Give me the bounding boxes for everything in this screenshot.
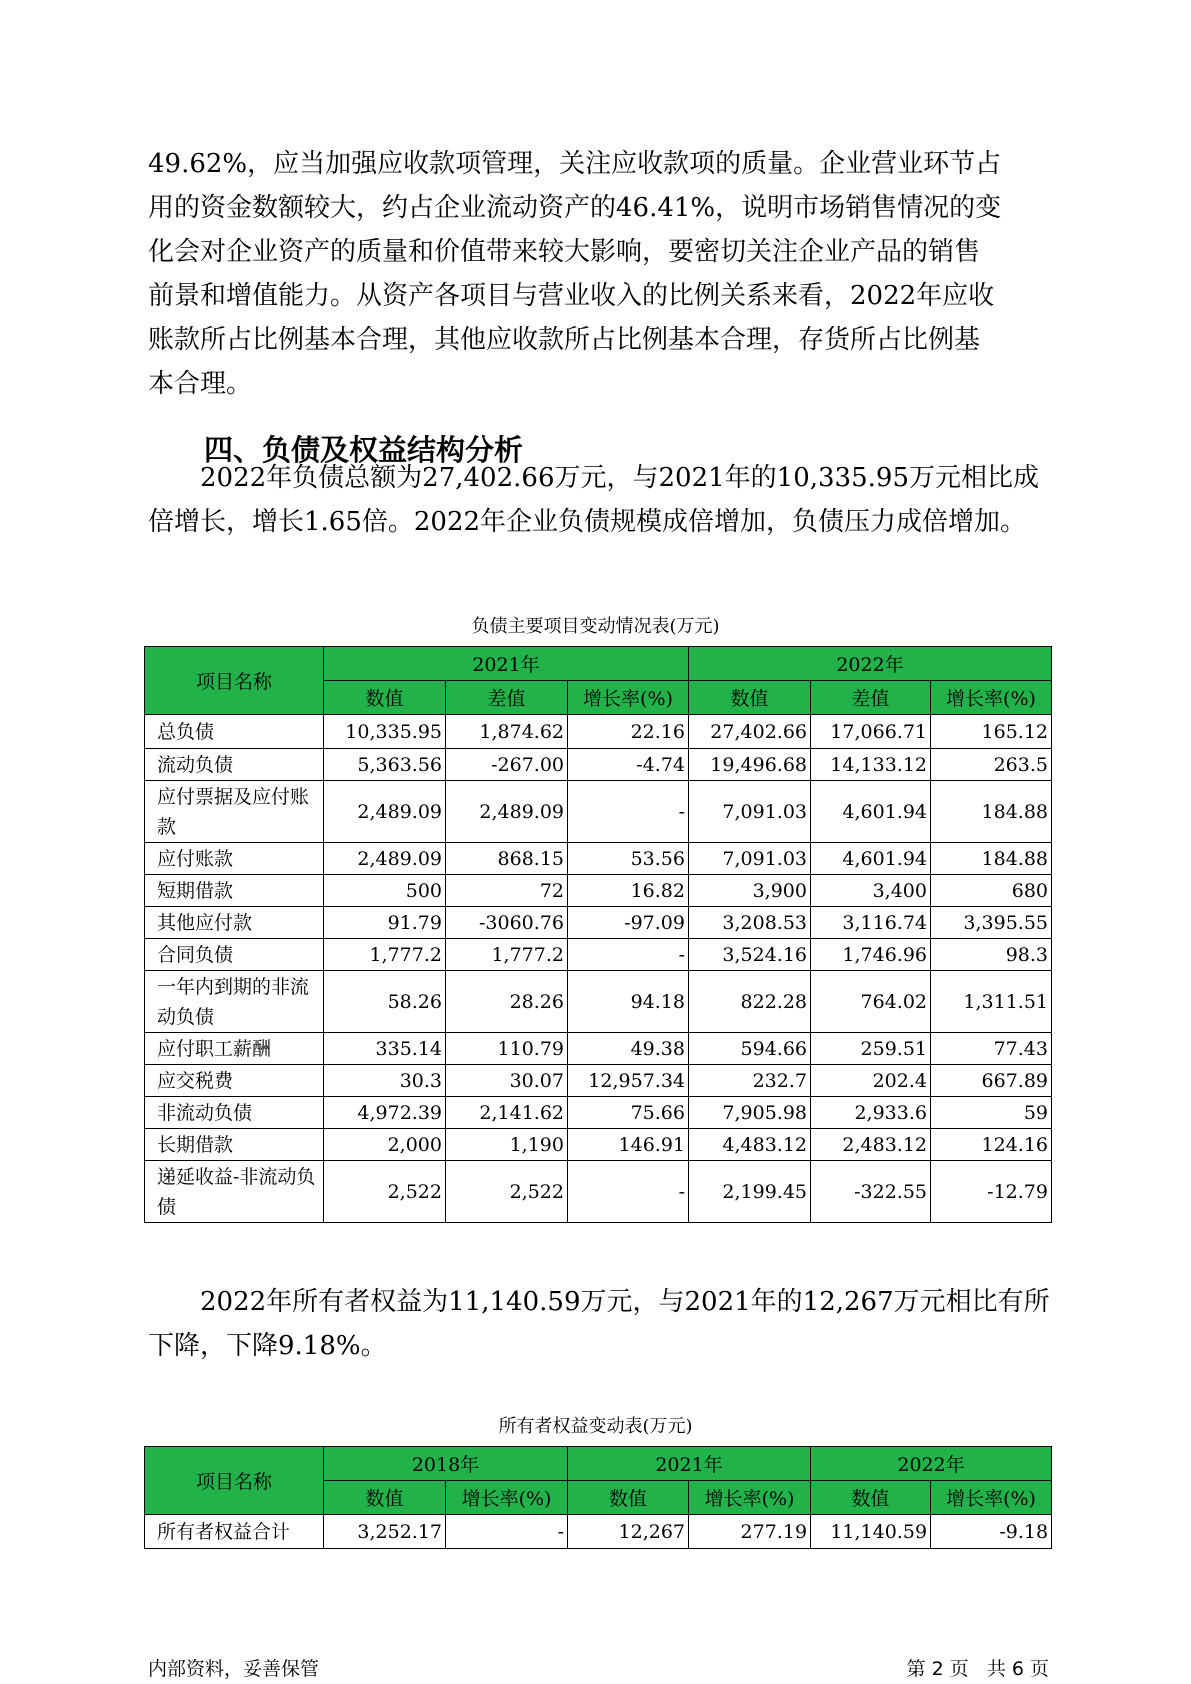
table-cell: 822.28 <box>689 971 811 1033</box>
table-cell: 5,363.56 <box>324 749 446 781</box>
table-cell: 91.79 <box>324 907 446 939</box>
year-header: 2021年 <box>324 647 689 681</box>
table-cell: 98.3 <box>931 939 1052 971</box>
equity-paragraph <box>148 1280 1048 1368</box>
row-label: 长期借款 <box>145 1129 324 1161</box>
debt-line: 2022年负债总额为27,402.66万元，与2021年的10,335.95万元相比成 <box>200 463 1039 493</box>
intro-line: 前景和增值能力。从资产各项目与营业收入的比例关系来看，2022年应收 <box>148 281 995 311</box>
sub-header: 数值 <box>689 681 811 715</box>
table-cell: -3060.76 <box>446 907 568 939</box>
table-row <box>145 875 1052 907</box>
table-cell: -267.00 <box>446 749 568 781</box>
table-cell: - <box>568 781 689 843</box>
row-label: 应付职工薪酬 <box>145 1033 324 1065</box>
table-cell: 1,874.62 <box>446 715 568 749</box>
table-cell: 3,900 <box>689 875 811 907</box>
row-label: 所有者权益合计 <box>145 1515 324 1549</box>
table-cell: 19,496.68 <box>689 749 811 781</box>
table-cell: 72 <box>446 875 568 907</box>
table-cell: 1,746.96 <box>811 939 931 971</box>
table-cell: - <box>568 1161 689 1223</box>
table-cell: 77.43 <box>931 1033 1052 1065</box>
table-cell: 3,400 <box>811 875 931 907</box>
debt-paragraph <box>148 456 1048 544</box>
equity-line: 下降，下降9.18%。 <box>148 1331 387 1361</box>
table-row <box>145 1161 1052 1223</box>
table-cell: 259.51 <box>811 1033 931 1065</box>
intro-line: 账款所占比例基本合理，其他应收款所占比例基本合理，存货所占比例基 <box>148 325 981 355</box>
table-cell: 2,483.12 <box>811 1129 931 1161</box>
table-cell: 2,489.09 <box>324 781 446 843</box>
sub-header: 增长率(%) <box>446 1481 568 1515</box>
section-heading: 四、负债及权益结构分析 <box>204 433 524 467</box>
table-cell: 4,483.12 <box>689 1129 811 1161</box>
table-cell: 2,000 <box>324 1129 446 1161</box>
item-name-header: 项目名称 <box>145 647 324 715</box>
table-cell: 2,522 <box>446 1161 568 1223</box>
row-label: 递延收益-非流动负债 <box>145 1161 324 1223</box>
table-cell: 3,252.17 <box>324 1515 446 1549</box>
table-cell: 165.12 <box>931 715 1052 749</box>
table-cell: 30.07 <box>446 1065 568 1097</box>
table-cell: - <box>446 1515 568 1549</box>
table-cell: 17,066.71 <box>811 715 931 749</box>
table-cell: 232.7 <box>689 1065 811 1097</box>
row-label: 其他应付款 <box>145 907 324 939</box>
intro-line: 化会对企业资产的质量和价值带来较大影响，要密切关注企业产品的销售 <box>148 237 981 267</box>
table-cell: -9.18 <box>931 1515 1052 1549</box>
table-cell: 2,522 <box>324 1161 446 1223</box>
table-cell: 2,141.62 <box>446 1097 568 1129</box>
row-label: 非流动负债 <box>145 1097 324 1129</box>
table-cell: 2,933.6 <box>811 1097 931 1129</box>
table-cell: 22.16 <box>568 715 689 749</box>
debt-table-body <box>145 715 1052 1223</box>
row-label: 总负债 <box>145 715 324 749</box>
sub-header: 数值 <box>811 1481 931 1515</box>
row-label: 短期借款 <box>145 875 324 907</box>
equity-line: 2022年所有者权益为11,140.59万元，与2021年的12,267万元相比有所 <box>200 1287 1050 1317</box>
sub-header: 增长率(%) <box>931 681 1052 715</box>
table-row <box>145 939 1052 971</box>
year-header: 2018年 <box>324 1447 568 1481</box>
table-cell: -12.79 <box>931 1161 1052 1223</box>
table-cell: 594.66 <box>689 1033 811 1065</box>
table-cell: 49.38 <box>568 1033 689 1065</box>
table-row <box>145 1097 1052 1129</box>
table-cell: 500 <box>324 875 446 907</box>
table-cell: 94.18 <box>568 971 689 1033</box>
table-cell: 4,601.94 <box>811 843 931 875</box>
table-cell: 1,190 <box>446 1129 568 1161</box>
sub-header: 数值 <box>324 1481 446 1515</box>
table-cell: 868.15 <box>446 843 568 875</box>
debt-line: 倍增长，增长1.65倍。2022年企业负债规模成倍增加，负债压力成倍增加。 <box>148 507 1027 537</box>
row-label: 一年内到期的非流动负债 <box>145 971 324 1033</box>
table-cell: 12,957.34 <box>568 1065 689 1097</box>
table-row <box>145 971 1052 1033</box>
table-cell: 1,777.2 <box>324 939 446 971</box>
table-cell: 30.3 <box>324 1065 446 1097</box>
table-row <box>145 907 1052 939</box>
table-cell: 2,489.09 <box>446 781 568 843</box>
sub-header: 增长率(%) <box>689 1481 811 1515</box>
table-cell: 277.19 <box>689 1515 811 1549</box>
year-header: 2021年 <box>568 1447 811 1481</box>
sub-header: 数值 <box>324 681 446 715</box>
table-cell: -322.55 <box>811 1161 931 1223</box>
sub-header: 差值 <box>811 681 931 715</box>
table-cell: -97.09 <box>568 907 689 939</box>
table-cell: 2,489.09 <box>324 843 446 875</box>
table-cell: 680 <box>931 875 1052 907</box>
table-cell: 3,395.55 <box>931 907 1052 939</box>
table-row <box>145 1515 1052 1549</box>
table-cell: 7,905.98 <box>689 1097 811 1129</box>
table-cell: 59 <box>931 1097 1052 1129</box>
table-cell: 12,267 <box>568 1515 689 1549</box>
sub-header: 数值 <box>568 1481 689 1515</box>
equity-table <box>144 1446 1052 1549</box>
debt-table <box>144 646 1052 1223</box>
table-cell: 263.5 <box>931 749 1052 781</box>
table-cell: 110.79 <box>446 1033 568 1065</box>
table-cell: - <box>568 939 689 971</box>
row-label: 合同负债 <box>145 939 324 971</box>
table-row <box>145 781 1052 843</box>
row-label: 应付票据及应付账款 <box>145 781 324 843</box>
table-row <box>145 749 1052 781</box>
row-label: 应交税费 <box>145 1065 324 1097</box>
table-cell: 10,335.95 <box>324 715 446 749</box>
table-cell: 16.82 <box>568 875 689 907</box>
sub-header: 增长率(%) <box>931 1481 1052 1515</box>
table-cell: 28.26 <box>446 971 568 1033</box>
table-cell: 7,091.03 <box>689 843 811 875</box>
page-number: 第 2 页 共 6 页 <box>906 1658 1049 1680</box>
table-cell: 75.66 <box>568 1097 689 1129</box>
table-cell: 184.88 <box>931 781 1052 843</box>
table-cell: 3,116.74 <box>811 907 931 939</box>
year-header: 2022年 <box>689 647 1052 681</box>
table-cell: 53.56 <box>568 843 689 875</box>
table-row <box>145 1033 1052 1065</box>
intro-line: 本合理。 <box>148 369 253 399</box>
table-cell: 124.16 <box>931 1129 1052 1161</box>
year-header: 2022年 <box>811 1447 1052 1481</box>
intro-line: 49.62%，应当加强应收款项管理，关注应收款项的质量。企业营业环节占 <box>148 149 1002 179</box>
table-cell: 58.26 <box>324 971 446 1033</box>
table-cell: 4,972.39 <box>324 1097 446 1129</box>
intro-line: 用的资金数额较大，约占企业流动资产的46.41%，说明市场销售情况的变 <box>148 193 1002 223</box>
table-cell: -4.74 <box>568 749 689 781</box>
table-row <box>145 1129 1052 1161</box>
equity-table-caption: 所有者权益变动表(万元) <box>498 1416 693 1437</box>
table-cell: 11,140.59 <box>811 1515 931 1549</box>
table-cell: 3,208.53 <box>689 907 811 939</box>
equity-table-body <box>145 1515 1052 1549</box>
table-cell: 3,524.16 <box>689 939 811 971</box>
table-cell: 202.4 <box>811 1065 931 1097</box>
table-row <box>145 715 1052 749</box>
sub-header: 增长率(%) <box>568 681 689 715</box>
table-cell: 7,091.03 <box>689 781 811 843</box>
debt-table-caption: 负债主要项目变动情况表(万元) <box>471 616 720 637</box>
item-name-header: 项目名称 <box>145 1447 324 1515</box>
table-cell: 1,777.2 <box>446 939 568 971</box>
sub-header: 差值 <box>446 681 568 715</box>
table-cell: 764.02 <box>811 971 931 1033</box>
footer-note: 内部资料，妥善保管 <box>148 1658 320 1680</box>
table-cell: 4,601.94 <box>811 781 931 843</box>
row-label: 流动负债 <box>145 749 324 781</box>
row-label: 应付账款 <box>145 843 324 875</box>
table-cell: 1,311.51 <box>931 971 1052 1033</box>
table-cell: 146.91 <box>568 1129 689 1161</box>
table-cell: 335.14 <box>324 1033 446 1065</box>
table-row <box>145 843 1052 875</box>
intro-paragraph <box>148 142 1048 406</box>
table-cell: 667.89 <box>931 1065 1052 1097</box>
table-row <box>145 1065 1052 1097</box>
table-cell: 14,133.12 <box>811 749 931 781</box>
table-cell: 27,402.66 <box>689 715 811 749</box>
table-cell: 184.88 <box>931 843 1052 875</box>
table-cell: 2,199.45 <box>689 1161 811 1223</box>
